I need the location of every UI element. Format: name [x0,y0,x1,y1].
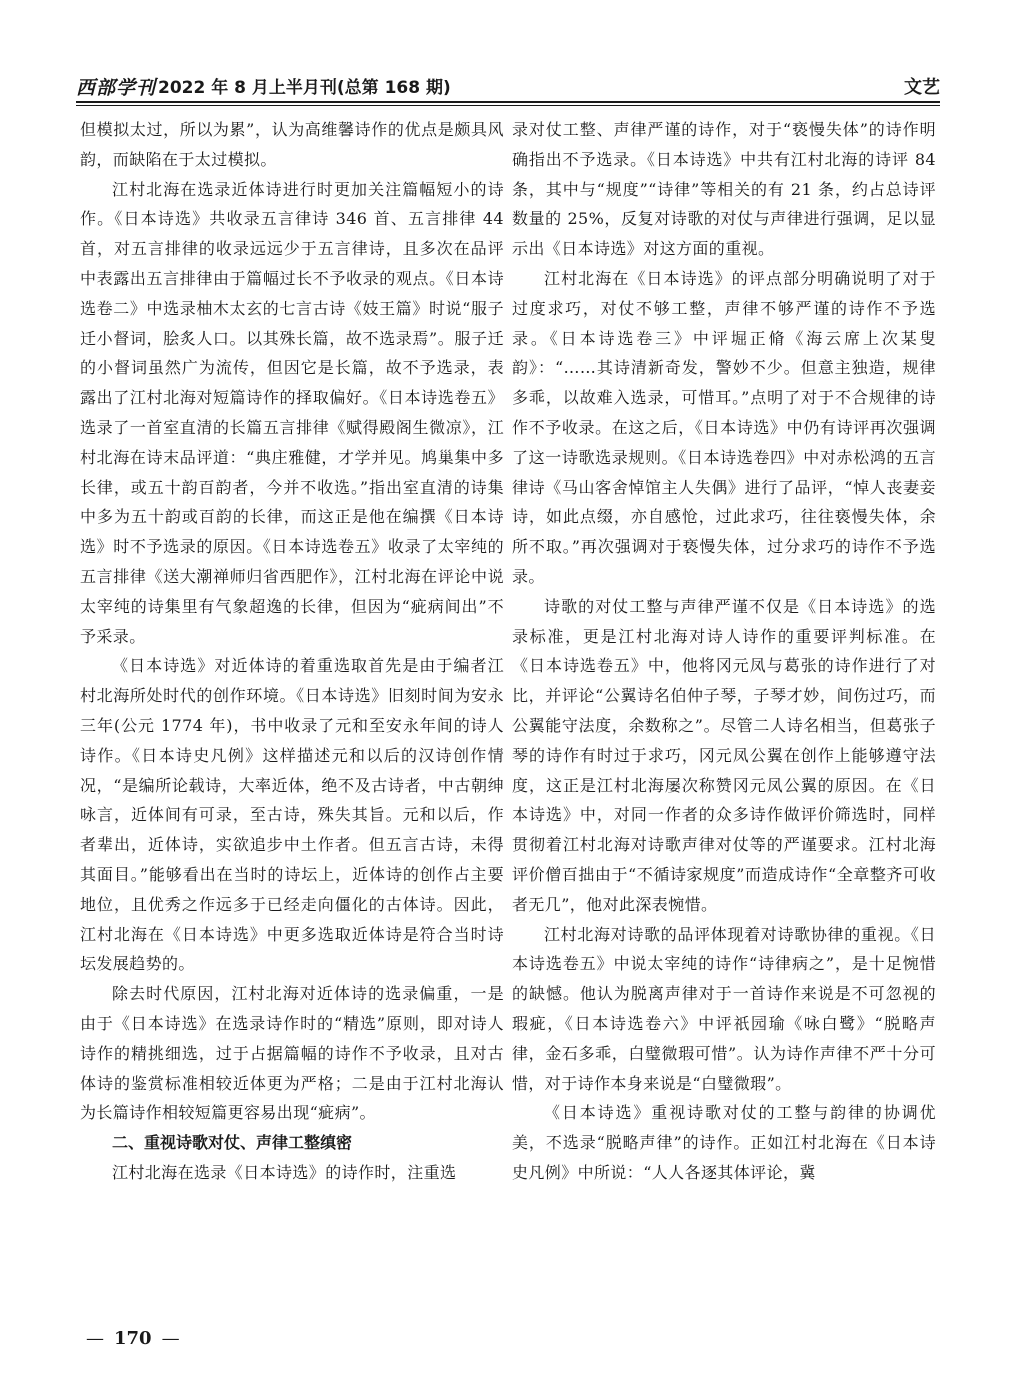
paragraph: 但模拟太过，所以为累”，认为高维馨诗作的优点是颇具风韵，而缺陷在于太过模拟。 [80,120,504,169]
paragraph: 《日本诗选》对近体诗的着重选取首先是由于编者江村北海所处时代的创作环境。《日本诗选》旧刻时间为安永三年(公元 1774 年)，书中收录了元和至安永年间的诗人诗作。《日本诗史凡例》这样描述元和以后的汉诗创作情况，“是编所论载诗，大率近体，绝不及古诗者，中古朝绅咏言，近体间有可录，至古诗，殊失其旨。元和以后，作者辈出，近体诗，实欲追步中土作者。但五言古诗，未得其面目。”能够看出在当时的诗坛上，近体诗的创作占主要地位，且优秀之作远多于已经走向僵化的古体诗。因此，江村北海在《日本诗选》中更多选取近体诗是符合当时诗坛发展趋势的。 [80,656,504,974]
page-header [76,72,940,100]
paragraph: 录对仗工整、声律严谨的诗作，对于“亵慢失体”的诗作明确指出不予选录。《日本诗选》中共有江村北海的诗评 84 条，其中与“规度”“诗律”等相关的有 21 条，约占总诗评数量的 25%，反复对诗歌的对仗与声律进行强调，足以显示出《日本诗选》对这方面的重视。 [512,120,936,259]
footer-dash-left: — [86,1328,104,1349]
issue-info: 2022 年 8 月上半月刊(总第 168 期) [158,78,451,98]
page-number: 170 [114,1328,152,1349]
paragraph: 除去时代原因，江村北海对近体诗的选录偏重，一是由于《日本诗选》在选录诗作时的“精选”原则，即对诗人诗作的精挑细选，过于占据篇幅的诗作不予收录，且对古体诗的鉴赏标准相较近体更为严格；二是由于江村北海认为长篇诗作相较短篇更容易出现“疵病”。 [80,984,504,1123]
header-rule-thin [76,105,940,106]
footer-dash-right: — [161,1328,180,1349]
paragraph: 江村北海在选录近体诗进行时更加关注篇幅短小的诗作。《日本诗选》共收录五言律诗 346 首、五言排律 44 首，对五言排律的收录远远少于五言律诗，且多次在品评中表露出五言排律由于篇幅过长不予收录的观点。《日本诗选卷二》中选录柚木太玄的七言古诗《妓王篇》时说“服子迁小督词，脍炙人口。以其殊长篇，故不选录焉”。服子迁的小督词虽然广为流传，但因它是长篇，故不予选录，表露出了江村北海对短篇诗作的择取偏好。《日本诗选卷五》选录了一首室直清的长篇五言排律《赋得殿阁生微凉》，江村北海在诗末品评道：“典庄雅健，才学并见。鸠巢集中多长律，或五十韵百韵者，今并不收选。”指出室直清的诗集中多为五十韵或百韵的长律，而这正是他在编撰《日本诗选》时不予选录的原因。《日本诗选卷五》收录了太宰纯的五言排律《送大潮禅师归省西肥作》，江村北海在评论中说太宰纯的诗集里有气象超逸的长律，但因为“疵病间出”不予采录。 [80,179,504,646]
right-column [512,115,936,1188]
paragraph: 诗歌的对仗工整与声律严谨不仅是《日本诗选》的选录标准，更是江村北海对诗人诗作的重要评判标准。在《日本诗选卷五》中，他将冈元凤与葛张的诗作进行了对比，并评论“公翼诗名伯仲子琴，子琴才妙，间伤过巧，而公翼能守法度，余数称之”。尽管二人诗名相当，但葛张子琴的诗作有时过于求巧，冈元凤公翼在创作上能够遵守法度，这正是江村北海屡次称赞冈元凤公翼的原因。在《日本诗选》中，对同一作者的众多诗作做评价筛选时，同样贯彻着江村北海对诗歌声律对仗等的严谨要求。江村北海评价僧百拙由于“不循诗家规度”而造成诗作“全章整齐可收者无几”，他对此深表惋惜。 [512,596,936,914]
header-left [76,76,451,100]
page-footer [86,1328,180,1349]
left-column [80,115,504,1188]
journal-logo: 西部学刊 [76,77,157,99]
section-heading: 二、重视诗歌对仗、声律工整缜密 [112,1133,353,1153]
paragraph: 江村北海在选录《日本诗选》的诗作时，注重选 [112,1162,457,1182]
section-label: 文艺 [904,77,940,98]
header-rule-thick [76,101,940,103]
paragraph: 江村北海对诗歌的品评体现着对诗歌协律的重视。《日本诗选卷五》中说太宰纯的诗作“诗律病之”，是十足惋惜的缺憾。他认为脱离声律对于一首诗作来说是不可忽视的瑕疵，《日本诗选卷六》中评祇园瑜《咏白鹭》“脱略声律，金石多乖，白璧微瑕可惜”。认为诗作声律不严十分可惜，对于诗作本身来说是“白璧微瑕”。 [512,924,936,1093]
paragraph: 江村北海在《日本诗选》的评点部分明确说明了对于过度求巧，对仗不够工整，声律不够严谨的诗作不予选录。《日本诗选卷三》中评堀正脩《海云席上次某叟韵》：“……其诗清新奇发，警妙不少。但意主独造，规律多乖，以故难入选录，可惜耳。”点明了对于不合规律的诗作不予收录。在这之后，《日本诗选》中仍有诗评再次强调了这一诗歌选录规则。《日本诗选卷四》中对赤松鸿的五言律诗《马山客舍悼馆主人失偶》进行了品评，“悼人丧妻妾诗，如此点缀，亦自感怆，过此求巧，往往亵慢失体，余所不取。”再次强调对于亵慢失体，过分求巧的诗作不予选录。 [512,268,936,586]
paragraph: 《日本诗选》重视诗歌对仗的工整与韵律的协调优美，不选录“脱略声律”的诗作。正如江村北海在《日本诗史凡例》中所说：“人人各逐其体评论，冀 [512,1103,936,1182]
